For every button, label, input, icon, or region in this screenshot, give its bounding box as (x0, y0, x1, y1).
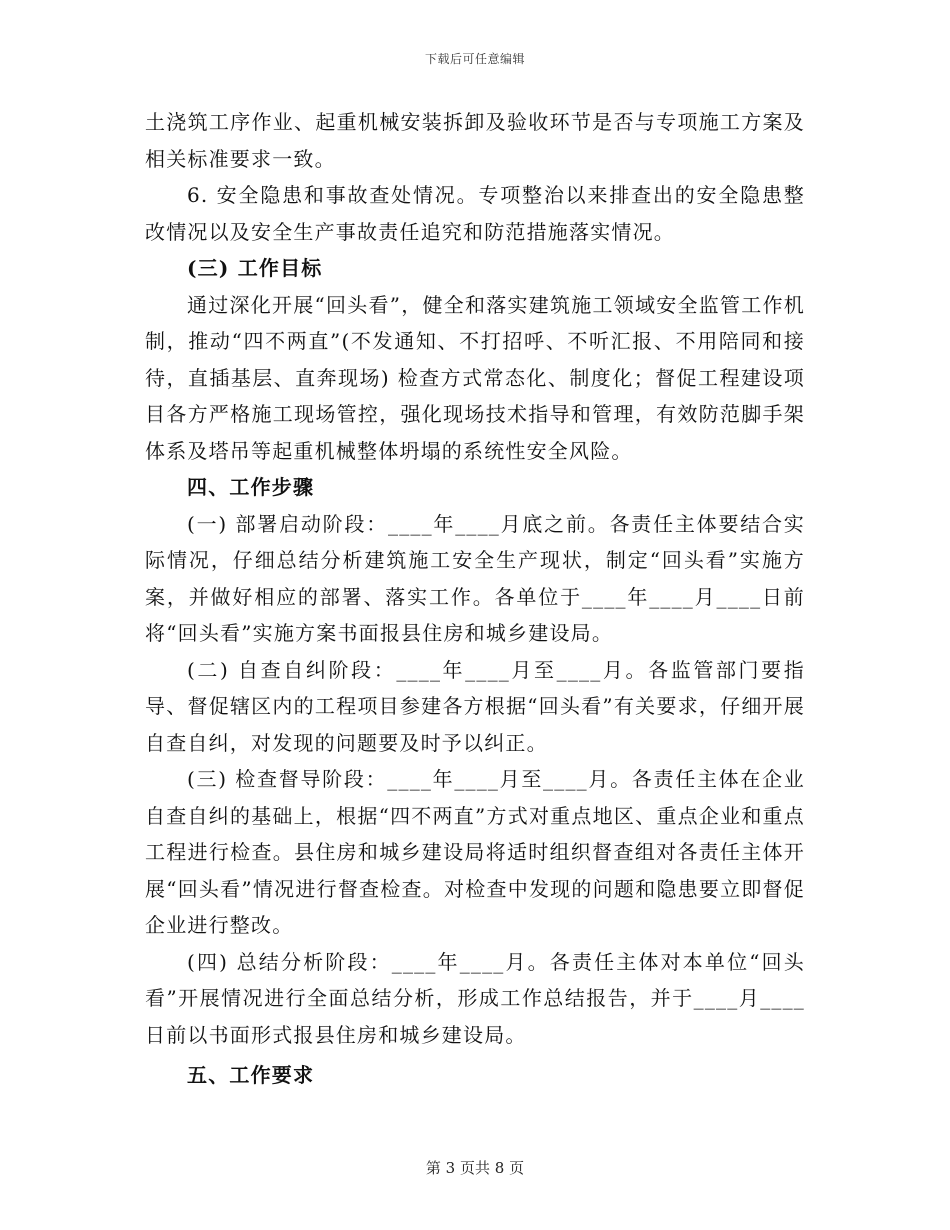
section-heading-work-requirements: 五、工作要求 (187, 1063, 315, 1087)
document-body (145, 104, 805, 1094)
section-heading-work-goals: (三) 工作目标 (187, 256, 323, 280)
page-header: 下载后可任意编辑 (424, 52, 525, 66)
paragraph-step-1: (一) 部署启动阶段：____年____月底之前。各责任主体要结合实际情况，仔细总结分析建筑施工安全生产现状，制定“回头看”实施方案，并做好相应的部署、落实工作。各单位于____年____月____日前将“回头看”实施方案书面报县住房和城乡建设局。 (145, 511, 805, 645)
page-footer: 第 3 页共 8 页 (425, 1159, 525, 1177)
section-heading-work-steps: 四、工作步骤 (187, 475, 315, 499)
paragraph-step-4: (四) 总结分析阶段：____年____月。各责任主体对本单位“回头看”开展情况进行全面总结分析，形成工作总结报告，并于____月____日前以书面形式报县住房和城乡建设局。 (145, 949, 805, 1047)
paragraph-step-2: (二) 自查自纠阶段：____年____月至____月。各监管部门要指导、督促辖区内的工程项目参建各方根据“回头看”有关要求，仔细开展自查自纠，对发现的问题要及时予以纠正。 (145, 657, 805, 755)
paragraph-item-6: 6. 安全隐患和事故查处情况。专项整治以来排查出的安全隐患整改情况以及安全生产事故责任追究和防范措施落实情况。 (145, 183, 805, 244)
paragraph-work-goals: 通过深化开展“回头看”，健全和落实建筑施工领域安全监管工作机制，推动“四不两直”(不发通知、不打招呼、不听汇报、不用陪同和接待，直插基层、直奔现场) 检查方式常态化、制度化；督促工程建设项目各方严格施工现场管控，强化现场技术指导和管理，有效防范脚手架体系及塔吊等起重机械整体坍塌的系统性安全风险。 (145, 292, 805, 463)
paragraph-step-3: (三) 检查督导阶段：____年____月至____月。各责任主体在企业自查自纠的基础上，根据“四不两直”方式对重点地区、重点企业和重点工程进行检查。县住房和城乡建设局将适时组织督查组对各责任主体开展“回头看”情况进行督查检查。对检查中发现的问题和隐患要立即督促企业进行整改。 (145, 767, 805, 937)
paragraph-continuation: 土浇筑工序作业、起重机械安装拆卸及验收环节是否与专项施工方案及相关标准要求一致。 (145, 110, 805, 171)
